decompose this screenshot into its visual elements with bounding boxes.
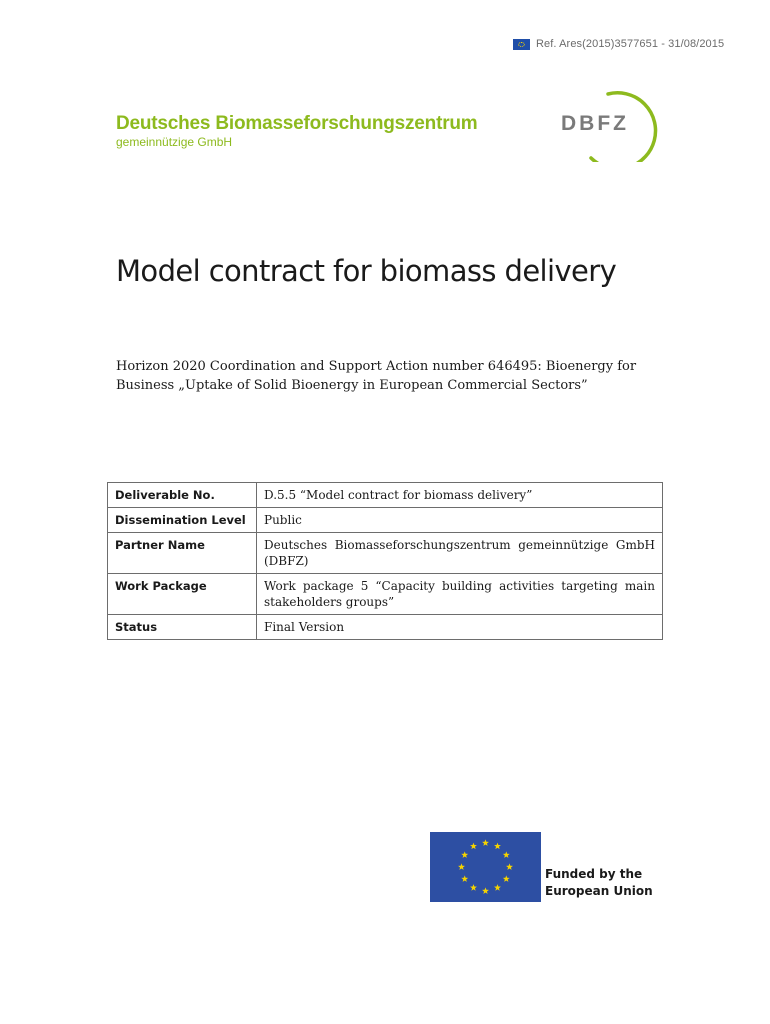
- table-label: Deliverable No.: [108, 483, 257, 508]
- table-row: [108, 508, 663, 533]
- organization-subtitle: gemeinnützige GmbH: [116, 135, 233, 149]
- table-row: [108, 615, 663, 640]
- eu-flag-icon: [430, 832, 541, 902]
- subtitle-line-2: Business „Uptake of Solid Bioenergy in European Commercial Sectors”: [116, 378, 588, 393]
- table-value: Deutsches Biomasseforschungszentrum gemeinnützige GmbH (DBFZ): [257, 533, 663, 574]
- document-subtitle: [116, 357, 656, 395]
- reference-stamp: [513, 38, 724, 50]
- table-label: Dissemination Level: [108, 508, 257, 533]
- table-value: Public: [257, 508, 663, 533]
- funded-line-1: Funded by the: [545, 867, 643, 881]
- table-row: [108, 574, 663, 615]
- funded-line-2: European Union: [545, 884, 653, 898]
- table-value: Work package 5 “Capacity building activities targeting main stakeholders groups”: [257, 574, 663, 615]
- document-title: Model contract for biomass delivery: [116, 254, 617, 288]
- eu-flag-small-icon: [513, 39, 530, 50]
- funded-by-eu-text: [545, 866, 653, 900]
- table-value: Final Version: [257, 615, 663, 640]
- deliverable-info-table: [107, 482, 663, 640]
- logo-text: DBFZ: [561, 112, 629, 135]
- table-value: D.5.5 “Model contract for biomass delivery”: [257, 483, 663, 508]
- subtitle-line-1: Horizon 2020 Coordination and Support Action number 646495: Bioenergy for: [116, 359, 637, 374]
- dbfz-logo: [553, 84, 663, 162]
- table-row: [108, 483, 663, 508]
- table-label: Work Package: [108, 574, 257, 615]
- organization-name: Deutsches Biomasseforschungszentrum: [116, 113, 478, 134]
- table-label: Status: [108, 615, 257, 640]
- table-row: [108, 533, 663, 574]
- table-label: Partner Name: [108, 533, 257, 574]
- reference-text: Ref. Ares(2015)3577651 - 31/08/2015: [536, 38, 725, 50]
